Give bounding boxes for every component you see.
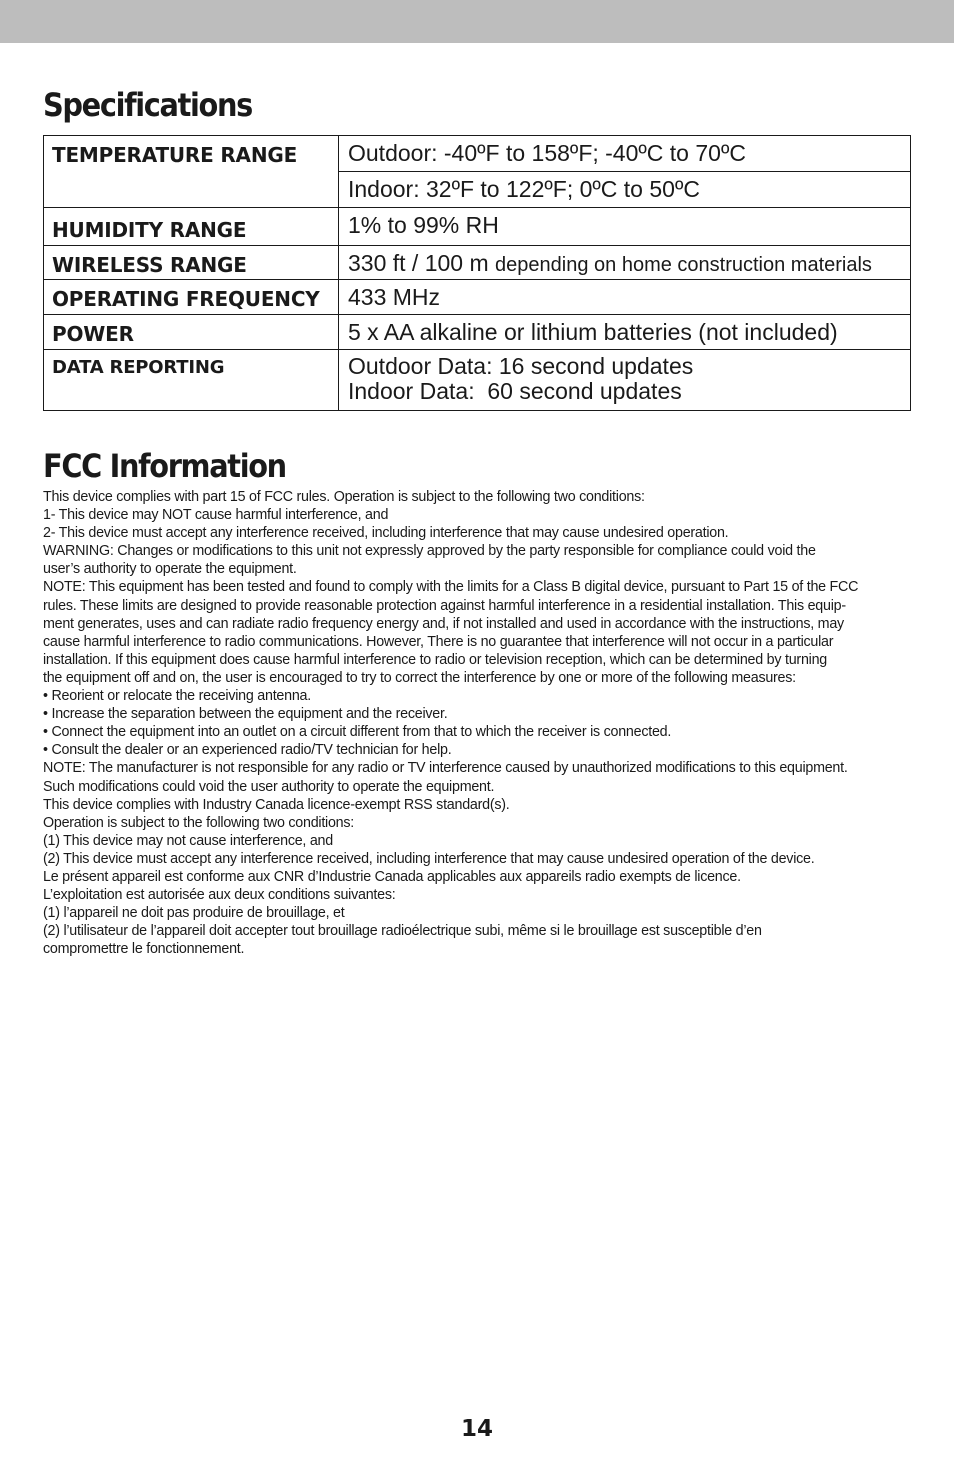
row-value-main: 330 ft / 100 m — [348, 250, 489, 276]
fcc-text-line: 2- This device must accept any interference received, including interference that may cause undesired operation. — [43, 525, 729, 542]
table-row — [44, 315, 911, 350]
fcc-text-line: compromettre le fonctionnement. — [43, 941, 245, 958]
fcc-text-line: 1- This device may NOT cause harmful interference, and — [43, 507, 389, 524]
fcc-text-line: (2) l’utilisateur de l’appareil doit accepter tout brouillage radioélectrique subi, même si le brouillage est susceptible d’en — [43, 923, 762, 940]
fcc-text-line: ment generates, uses and can radiate radio frequency energy and, if not installed and used in accordance with the instructions, may — [43, 615, 844, 632]
row-value — [339, 350, 911, 411]
table-row — [44, 246, 911, 280]
fcc-text-line: the equipment off and on, the user is encouraged to try to correct the interference by one or more of the following measures: — [43, 669, 796, 686]
row-label: POWER — [44, 315, 339, 350]
row-label-empty — [44, 172, 339, 208]
fcc-text-line: Le présent appareil est conforme aux CNR d’Industrie Canada applicables aux appareils radio exempts de licence. — [43, 868, 741, 885]
fcc-text-line: (2) This device must accept any interference received, including interference that may cause undesired operation of the device. — [43, 850, 815, 867]
row-value: 1% to 99% RH — [339, 208, 911, 246]
row-value-note: depending on home construction materials — [495, 254, 872, 276]
row-value — [339, 246, 911, 280]
fcc-text-line: This device complies with part 15 of FCC rules. Operation is subject to the following two conditions: — [43, 489, 645, 505]
table-row — [44, 350, 911, 411]
row-label: HUMIDITY RANGE — [44, 208, 339, 246]
row-label: DATA REPORTING — [44, 350, 339, 411]
fcc-text-line: NOTE: This equipment has been tested and found to comply with the limits for a Class B digital device, pursuant to Part 15 of the FCC — [43, 579, 859, 596]
fcc-text — [43, 488, 913, 958]
fcc-text-line: This device complies with Industry Canada licence-exempt RSS standard(s). — [43, 796, 510, 813]
fcc-text-line: (1) l’appareil ne doit pas produire de brouillage, et — [43, 905, 345, 922]
fcc-text-line: WARNING: Changes or modifications to this unit not expressly approved by the party responsible for compliance could void the — [43, 543, 816, 560]
fcc-text-line: L’exploitation est autorisée aux deux conditions suivantes: — [43, 887, 396, 904]
header-bar — [0, 0, 954, 43]
specifications-table — [43, 135, 911, 411]
table-row — [44, 172, 911, 208]
fcc-text-line: Operation is subject to the following two conditions: — [43, 814, 354, 831]
table-row — [44, 136, 911, 172]
row-value: 5 x AA alkaline or lithium batteries (not included) — [339, 315, 911, 350]
fcc-text-line: installation. If this equipment does cause harmful interference to radio or television reception, which can be determined by turning — [43, 651, 827, 668]
row-label: WIRELESS RANGE — [44, 246, 339, 280]
fcc-text-line: • Connect the equipment into an outlet on a circuit different from that to which the receiver is connected. — [43, 724, 672, 741]
specifications-title: Specifications — [43, 86, 252, 124]
fcc-text-line: NOTE: The manufacturer is not responsible for any radio or TV interference caused by unauthorized modifications to this equipment. — [43, 760, 848, 777]
row-label: OPERATING FREQUENCY — [44, 280, 339, 315]
row-value-line: Outdoor Data: 16 second updates — [348, 353, 694, 379]
row-value-line: Indoor Data: 60 second updates — [348, 378, 682, 404]
row-value: 433 MHz — [339, 280, 911, 315]
fcc-text-line: Such modifications could void the user authority to operate the equipment. — [43, 778, 495, 795]
table-row — [44, 208, 911, 246]
fcc-text-line: rules. These limits are designed to provide reasonable protection against harmful interference in a residential installation. This equip- — [43, 597, 846, 614]
fcc-title: FCC Information — [43, 447, 286, 485]
table-row — [44, 280, 911, 315]
row-label: TEMPERATURE RANGE — [44, 136, 339, 172]
page-number: 14 — [460, 1416, 493, 1442]
fcc-text-line: (1) This device may not cause interference, and — [43, 832, 333, 849]
fcc-text-line: • Increase the separation between the equipment and the receiver. — [43, 706, 448, 723]
fcc-text-line: cause harmful interference to radio communications. However, There is no guarantee that interference will not occur in a particular — [43, 633, 834, 650]
row-value: Outdoor: -40ºF to 158ºF; -40ºC to 70ºC — [339, 136, 911, 172]
fcc-text-line: • Reorient or relocate the receiving antenna. — [43, 688, 311, 705]
fcc-text-line: • Consult the dealer or an experienced radio/TV technician for help. — [43, 742, 452, 759]
fcc-text-line: user’s authority to operate the equipment. — [43, 561, 297, 578]
row-value: Indoor: 32ºF to 122ºF; 0ºC to 50ºC — [339, 172, 911, 208]
